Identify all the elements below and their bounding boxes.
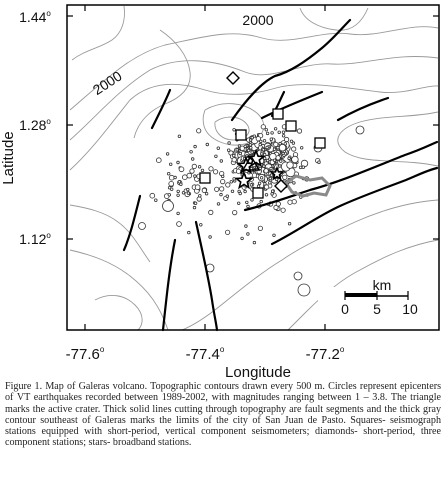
station-square	[200, 173, 210, 183]
epicenter-circle	[244, 145, 247, 148]
epicenter-circle	[280, 160, 283, 163]
x-tick-label: -77.2$^o$	[305, 345, 345, 363]
epicenter-circle	[209, 210, 213, 214]
epicenter-circle	[252, 173, 256, 177]
epicenter-circle	[251, 199, 254, 202]
scale-label-10: 10	[402, 301, 418, 317]
epicenter-circle	[299, 166, 302, 169]
epicenter-circle	[155, 199, 158, 202]
epicenter-circle	[263, 140, 266, 143]
contour-line	[70, 250, 168, 330]
epicenter-circle	[156, 158, 161, 163]
epicenter-circle	[266, 159, 269, 162]
epicenter-circle	[245, 225, 248, 228]
epicenter-circle	[194, 175, 197, 178]
epicenter-circle	[217, 147, 220, 150]
epicenter-circle	[271, 132, 274, 135]
figure-caption: Figure 1. Map of Galeras volcano. Topographic contours drawn every 500 m. Circles represent epicenters of VT earthquakes recorded between 1989-2002, with magnitudes ranging between 1 – 3.8. The triangle marks the active crater. Thick solid lines cutting through topography are fault segments and the thick gray contour southeast of Galeras marks the limits of the city of San Juan de Pasto. Squares- seismograph stations equipped with short-period, vertical component seismometers; diamonds- short-period, three component stations; stars- broadband stations.	[5, 381, 441, 449]
epicenter-circle	[269, 182, 272, 185]
epicenter-circle	[271, 193, 274, 196]
epicenter-circle	[250, 147, 253, 150]
epicenter-circle	[182, 175, 187, 180]
epicenter-circle	[300, 147, 303, 150]
epicenter-circle	[281, 208, 285, 212]
epicenter-circle	[260, 200, 263, 203]
scale-bar	[318, 277, 436, 319]
epicenter-circle	[178, 135, 181, 138]
epicenter-circle	[221, 179, 225, 183]
epicenter-circle	[247, 205, 250, 208]
y-axis-label: Latitude	[0, 131, 17, 185]
fault-line	[338, 98, 388, 120]
epicenter-circle	[270, 167, 273, 170]
epicenter-circle	[192, 164, 196, 168]
y-tick-label: 1.28$^o$	[19, 117, 51, 133]
epicenter-circle	[191, 158, 194, 161]
station-square	[236, 130, 246, 140]
epicenter-circle	[266, 132, 269, 135]
scale-unit: km	[372, 277, 392, 293]
epicenter-circle	[180, 183, 183, 186]
epicenter-circle	[292, 156, 299, 163]
epicenter-circle	[177, 212, 180, 215]
epicenter-circle	[250, 184, 253, 187]
contour-line	[300, 8, 368, 30]
epicenter-circle	[205, 192, 208, 195]
epicenter-circle	[169, 163, 172, 166]
epicenter-circle	[265, 129, 268, 132]
epicenter-circle	[190, 169, 194, 173]
epicenter-circle	[251, 151, 254, 154]
epicenter-circle	[258, 182, 261, 185]
epicenter-circle	[279, 144, 286, 151]
epicenter-circle	[174, 176, 177, 179]
epicenter-circle	[241, 237, 244, 240]
epicenter-circle	[247, 233, 250, 236]
epicenter-circle	[298, 284, 310, 296]
epicenter-circle	[187, 188, 190, 191]
contour-line	[70, 27, 438, 110]
epicenter-circle	[269, 177, 272, 180]
epicenter-circle	[287, 162, 294, 169]
epicenter-circle	[179, 167, 184, 172]
epicenter-circle	[193, 206, 196, 209]
epicenter-circle	[197, 129, 201, 133]
contour-label-1: 2000	[242, 12, 274, 28]
epicenter-circle	[260, 177, 263, 180]
epicenter-circle	[194, 145, 197, 148]
epicenter-circle	[221, 175, 224, 178]
epicenter-circle	[169, 175, 174, 180]
epicenter-circle	[292, 147, 296, 151]
epicenter-circle	[264, 185, 268, 189]
contour-line	[338, 112, 438, 166]
epicenter-circle	[278, 131, 281, 134]
epicenter-circle	[200, 224, 203, 227]
station-diamond	[227, 72, 239, 84]
epicenter-circle	[261, 125, 265, 129]
epicenter-circle	[228, 142, 231, 145]
epicenter-circle	[233, 129, 236, 132]
x-tick-label: -77.4$^o$	[185, 345, 225, 363]
fault-line	[163, 240, 175, 330]
epicenter-circle	[282, 135, 285, 138]
epicenter-circle	[169, 181, 174, 186]
epicenter-circle	[202, 188, 206, 192]
x-tick-labels	[66, 345, 345, 363]
epicenter-circle	[226, 195, 229, 198]
epicenter-circle	[150, 193, 155, 198]
scale-label-5: 5	[373, 301, 381, 317]
epicenter-circle	[217, 203, 220, 206]
epicenter-circle	[167, 172, 170, 175]
epicenter-circle	[276, 202, 280, 206]
epicenter-circle	[182, 192, 185, 195]
epicenter-circle	[318, 161, 321, 164]
epicenter-circle	[273, 234, 276, 237]
epicenter-circle	[195, 185, 200, 190]
epicenter-circle	[239, 192, 242, 195]
epicenter-circle	[277, 146, 280, 149]
epicenter-circle	[266, 146, 269, 149]
epicenter-circle	[283, 154, 286, 157]
contour-label-2: 2000	[89, 67, 125, 99]
epicenter-circle	[168, 186, 171, 189]
scale-label-0: 0	[341, 301, 349, 317]
epicenter-circle	[177, 190, 180, 193]
epicenter-circle	[259, 143, 262, 146]
epicenter-circle	[206, 143, 209, 146]
x-axis-label: Longitude	[225, 364, 291, 380]
epicenter-circle	[274, 128, 277, 131]
epicenter-circle	[256, 137, 260, 141]
epicenter-circle	[288, 222, 291, 225]
epicenter-circle	[233, 210, 237, 214]
epicenter-circle	[209, 167, 213, 171]
epicenter-circle	[271, 190, 274, 193]
epicenter-circle	[253, 241, 256, 244]
epicenter-circle	[261, 153, 264, 156]
epicenter-circle	[177, 161, 180, 164]
epicenter-circle	[230, 181, 233, 184]
epicenter-circle	[279, 165, 282, 168]
epicenter-circle	[264, 169, 268, 173]
epicenter-circle	[302, 166, 305, 169]
epicenter-circle	[265, 194, 268, 197]
epicenter-circle	[166, 153, 169, 156]
y-tick-label: 1.12$^o$	[19, 231, 51, 247]
epicenter-circle	[288, 200, 292, 204]
epicenter-circle	[246, 201, 249, 204]
fault-line	[124, 196, 140, 250]
contour-line	[72, 6, 125, 60]
epicenter-circle	[163, 201, 174, 212]
epicenter-circle	[244, 190, 247, 193]
epicenter-circle	[297, 129, 301, 133]
epicenter-circle	[257, 185, 260, 188]
epicenter-circle	[226, 183, 230, 187]
epicenter-circle	[263, 165, 266, 168]
epicenter-circle	[262, 149, 265, 152]
epicenter-circle	[213, 170, 217, 174]
y-tick-label: 1.44$^o$	[19, 9, 51, 25]
epicenter-circle	[188, 231, 191, 234]
epicenter-circle	[236, 169, 240, 173]
epicenter-circle	[220, 193, 223, 196]
epicenter-circle	[263, 157, 266, 160]
epicenter-circle	[258, 226, 262, 230]
epicenter-circle	[197, 197, 201, 201]
epicenter-circle	[198, 166, 201, 169]
station-square	[315, 138, 325, 148]
epicenter-circle	[220, 160, 223, 163]
epicenter-circle	[231, 190, 234, 193]
epicenter-circle	[273, 148, 276, 151]
epicenter-circle	[293, 182, 296, 185]
x-tick-label: -77.6$^o$	[65, 345, 105, 363]
epicenter-circle	[209, 236, 212, 239]
epicenter-circle	[282, 131, 285, 134]
epicenter-circle	[263, 153, 266, 156]
epicenter-circle	[225, 230, 229, 234]
epicenter-circle	[227, 149, 230, 152]
epicenter-circle	[194, 202, 197, 205]
epicenter-circle	[284, 137, 288, 141]
station-square	[286, 121, 296, 131]
epicenter-circle	[215, 155, 218, 158]
epicenter-circle	[239, 152, 242, 155]
epicenter-circle	[274, 142, 278, 146]
epicenter-circle	[356, 126, 364, 134]
station-star	[236, 173, 251, 188]
epicenter-circle	[201, 169, 204, 172]
epicenter-circle	[187, 173, 192, 178]
epicenter-circle	[249, 144, 252, 147]
epicenter-circle	[220, 187, 224, 191]
fault-line	[196, 222, 217, 330]
contour-line	[95, 295, 142, 330]
y-tick-labels	[19, 9, 51, 247]
epicenter-circle	[236, 149, 239, 152]
station-square	[253, 188, 263, 198]
epicenter-circle	[190, 151, 193, 154]
epicenter-circle	[177, 222, 182, 227]
epicenter-circle	[283, 175, 287, 179]
epicenter-circle	[292, 200, 296, 204]
epicenter-circle	[276, 156, 280, 160]
epicenter-circle	[215, 187, 219, 191]
fault-line	[272, 168, 437, 244]
epicenter-circle	[251, 136, 254, 139]
epicenter-circle	[270, 174, 273, 177]
epicenter-circle	[177, 194, 180, 197]
epicenter-circle	[168, 194, 171, 197]
epicenter-circle	[233, 154, 236, 157]
fault-line	[262, 92, 322, 118]
epicenter-circle	[301, 160, 308, 167]
epicenter-circle	[232, 158, 236, 162]
epicenter-circle	[273, 159, 276, 162]
epicenter-circle	[139, 223, 146, 230]
epicenter-circle	[237, 202, 240, 205]
epicenter-circle	[288, 157, 291, 160]
epicenter-circle	[247, 149, 250, 152]
epicenter-circle	[290, 140, 293, 143]
epicenter-circle	[294, 272, 302, 280]
epicenter-circle	[199, 195, 202, 198]
station-square	[273, 109, 283, 119]
epicenter-circle	[270, 138, 273, 141]
epicenter-circle	[187, 192, 190, 195]
contour-line	[70, 56, 438, 140]
